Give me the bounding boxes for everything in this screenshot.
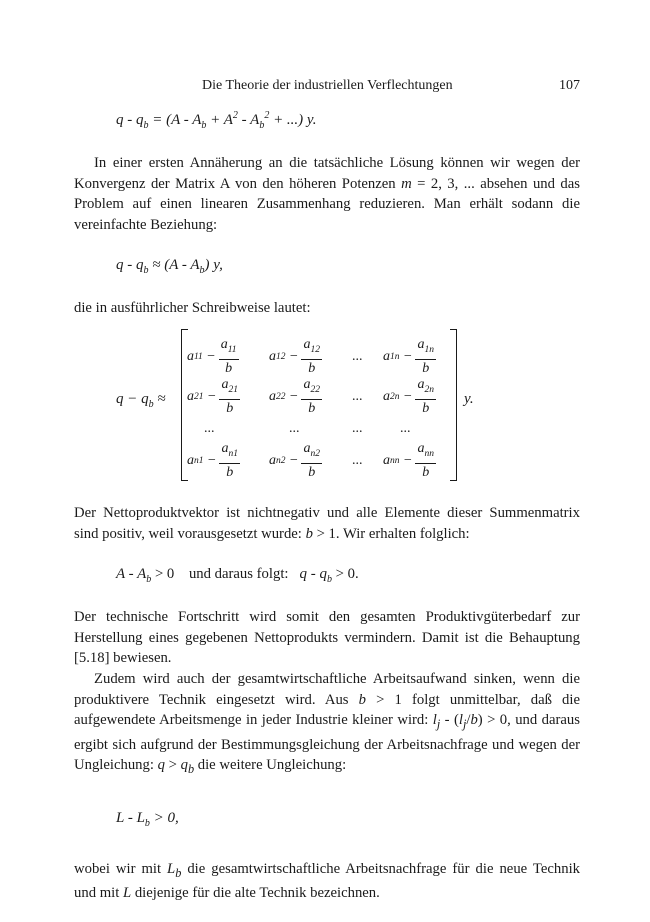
matrix-cell-21: a 21 − $\frac{a_{21}}{b}$ [187, 376, 238, 416]
equation-labor: $L - L_b > 0$, [116, 809, 179, 829]
matrix-dots-31: ... [204, 420, 215, 436]
matrix-rhs: y. [464, 390, 474, 407]
matrix-cell-n2: a n2 − $\frac{a_{n2}}{b}$ [269, 440, 320, 480]
page-number: 107 [559, 78, 580, 93]
chapter-title: Die Theorie der industriellen Verflechtungen [202, 78, 453, 93]
matrix-dots-33: ... [352, 420, 363, 436]
paragraph-approximation: In einer ersten Annäherung an die tatsächliche Lösung können wir wegen der Konvergenz der Matrix A von den höheren Potenzen m = 2, 3, ... absehen und das Problem auf einen linearen Zusammenhang reduzieren. Man erhält sodann die vereinfachte Beziehung: [74, 155, 580, 233]
paragraph-nettoprodukt: Der Nettoproduktvektor ist nichtnegativ und alle Elemente dieser Summenmatrix sind positiv, weil vorausgesetzt wurde: b > 1. Wir erhalten folglich: [74, 504, 580, 542]
inequality-connector: und daraus folgt: [188, 566, 289, 583]
matrix-cell-2n: a 2n − $\frac{a_{2n}}{b}$ [383, 376, 434, 416]
equation-linear: $q - q_b \approx (A - A_b)$ y, [116, 257, 223, 277]
paragraph-conclusion: wobei wir mit $L_b$ die gesamtwirtschaftliche Arbeitsnachfrage für die neue Technik und mit L diejenige für die alte Technik bezeichnen. [74, 860, 580, 902]
matrix-cell-12: a 12 − $\frac{a_{12}}{b}$ [269, 336, 320, 376]
matrix-equation [74, 327, 580, 489]
equation-series: $q - q_b = (A - A_b + A^2 - A_b^2$ + ...) y. [116, 110, 317, 131]
running-header [74, 72, 580, 96]
matrix-cell-n1: a n1 − $\frac{a_{n1}}{b}$ [187, 440, 238, 480]
matrix-lhs: $q - q_b$ ≈ [116, 390, 166, 410]
matrix-dots-3n: ... [400, 420, 411, 436]
book-page [74, 72, 580, 904]
matrix-cell-13: ... [352, 348, 363, 364]
matrix-cell-nn: a nn − $\frac{a_{nn}}{b}$ [383, 440, 434, 480]
matrix-right-bracket [450, 329, 457, 481]
matrix-dots-32: ... [289, 420, 300, 436]
matrix-cell-11: a 11 − $\frac{a_{11}}{b}$ [187, 336, 237, 376]
matrix-cell-n3: ... [352, 452, 363, 468]
matrix-cell-22: a 22 − $\frac{a_{22}}{b}$ [269, 376, 320, 416]
matrix-cell-23: ... [352, 388, 363, 404]
matrix-cell-1n: a 1n − $\frac{a_{1n}}{b}$ [383, 336, 434, 376]
paragraph-detailed: die in ausführlicher Schreibweise lautet: [74, 300, 311, 317]
equation-inequality: $A - A_b > 0$ und daraus folgt: $q - q_b > 0$. [116, 566, 359, 586]
paragraph-arbeitsaufwand: Zudem wird auch der gesamtwirtschaftliche Arbeitsaufwand sinken, wenn die produktivere Technik eingesetzt wird. Aus b > 1 folgt unmittelbar, daß die aufgewendete Arbeitsmenge in jeder Industrie kleiner wird: $l_j - (l_j/b) > 0$, und daraus ergibt sich aufgrund der Bestimmungsgleichung der Arbeitsnachfrage und wegen der Ungleichung: $q > q_b$ die weitere Ungleichung: [74, 670, 580, 777]
paragraph-fortschritt: Der technische Fortschritt wird somit den gesamten Produktivgüterbedarf zur Herstellung eines gegebenen Nettoprodukts vermindern. Damit ist die Behauptung [5.18] bewiesen. [74, 609, 580, 667]
